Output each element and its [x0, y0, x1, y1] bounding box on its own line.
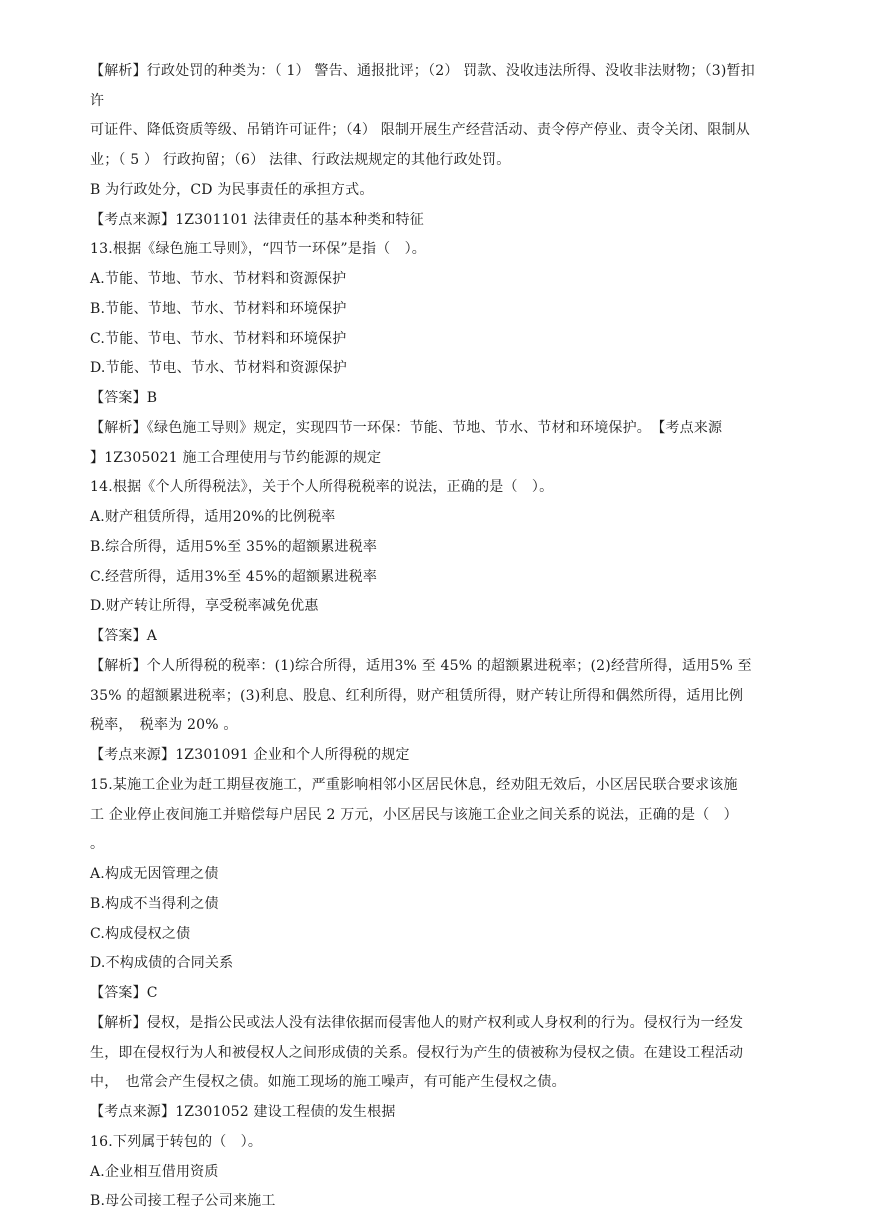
- text-line: 。: [90, 836, 105, 852]
- option-c: C.构成侵权之债: [90, 926, 191, 942]
- option-d: D.不构成债的合同关系: [90, 955, 234, 971]
- text-line: 【解析】个人所得税的税率：(1)综合所得，适用3% 至 45% 的超额累进税率；(2)经营所得，适用5% 至: [90, 658, 752, 674]
- option-a: A.节能、节地、节水、节材料和资源保护: [90, 271, 347, 287]
- option-c: C.节能、节电、节水、节材料和环境保护: [90, 331, 347, 347]
- text-line: 业；（ 5 ） 行政拘留；（6） 法律、行政法规规定的其他行政处罚。: [90, 152, 511, 168]
- text-line: 【解析】行政处罚的种类为：（ 1） 警告、通报批评；（2） 罚款、没收违法所得、没收非法财物；（3)暂扣: [90, 63, 755, 79]
- question-15: 15.某施工企业为赶工期昼夜施工，严重影响相邻小区居民休息，经劝阻无效后，小区居民联合要求该施: [90, 777, 738, 793]
- question-13: 13.根据《绿色施工导则》，“四节一环保”是指（ ）。: [90, 241, 426, 257]
- question-14: 14.根据《个人所得税法》，关于个人所得税税率的说法，正确的是（ ）。: [90, 479, 554, 495]
- text-line: 可证件、降低资质等级、吊销许可证件；（4） 限制开展生产经营活动、责令停产停业、责令关闭、限制从: [90, 122, 750, 138]
- text-line: 】1Z305021 施工合理使用与节约能源的规定: [90, 450, 382, 466]
- answer: 【答案】C: [90, 985, 158, 1001]
- option-a: A.构成无因管理之债: [90, 866, 219, 882]
- option-b: B.节能、节地、节水、节材料和环境保护: [90, 301, 347, 317]
- text-line: 工 企业停止夜间施工并赔偿每户居民 2 万元，小区居民与该施工企业之间关系的说法，正确的是（ ）: [90, 807, 738, 823]
- question-16: 16.下列属于转包的（ ）。: [90, 1134, 263, 1150]
- answer: 【答案】B: [90, 390, 158, 406]
- option-c: C.经营所得，适用3%至 45%的超额累进税率: [90, 569, 378, 585]
- text-line: 生，即在侵权行为人和被侵权人之间形成债的关系。侵权行为产生的债被称为侵权之债。在建设工程活动: [90, 1045, 744, 1061]
- option-a: A.企业相互借用资质: [90, 1164, 219, 1180]
- text-line: 【解析】侵权，是指公民或法人没有法律依据而侵害他人的财产权利或人身权利的行为。侵权行为一经发: [90, 1015, 744, 1031]
- answer: 【答案】A: [90, 628, 158, 644]
- text-line: 【考点来源】1Z301101 法律责任的基本种类和特征: [90, 212, 424, 228]
- text-line: 【解析】《绿色施工导则》规定，实现四节一环保：节能、节地、节水、节材和环境保护。 【考点来源: [90, 420, 723, 436]
- option-a: A.财产租赁所得，适用20%的比例税率: [90, 509, 336, 525]
- text-line: 中， 也常会产生侵权之债。如施工现场的施工噪声，有可能产生侵权之债。: [90, 1074, 566, 1090]
- option-d: D.节能、节电、节水、节材料和资源保护: [90, 360, 347, 376]
- option-b: B.母公司接工程子公司来施工: [90, 1193, 276, 1209]
- option-d: D.财产转让所得，享受税率减免优惠: [90, 598, 319, 614]
- text-line: 【考点来源】1Z301052 建设工程债的发生根据: [90, 1104, 396, 1120]
- text-line: 【考点来源】1Z301091 企业和个人所得税的规定: [90, 747, 410, 763]
- option-b: B.构成不当得利之债: [90, 896, 219, 912]
- text-line: 税率， 税率为 20% 。: [90, 717, 238, 733]
- text-line: B 为行政处分，CD 为民事责任的承担方式。: [90, 182, 374, 198]
- text-line: 35% 的超额累进税率；(3)利息、股息、红利所得，财产租赁所得，财产转让所得和偶然所得，适用比例: [90, 688, 744, 704]
- text-line: 许: [90, 93, 105, 109]
- option-b: B.综合所得，适用5%至 35%的超额累进税率: [90, 539, 378, 555]
